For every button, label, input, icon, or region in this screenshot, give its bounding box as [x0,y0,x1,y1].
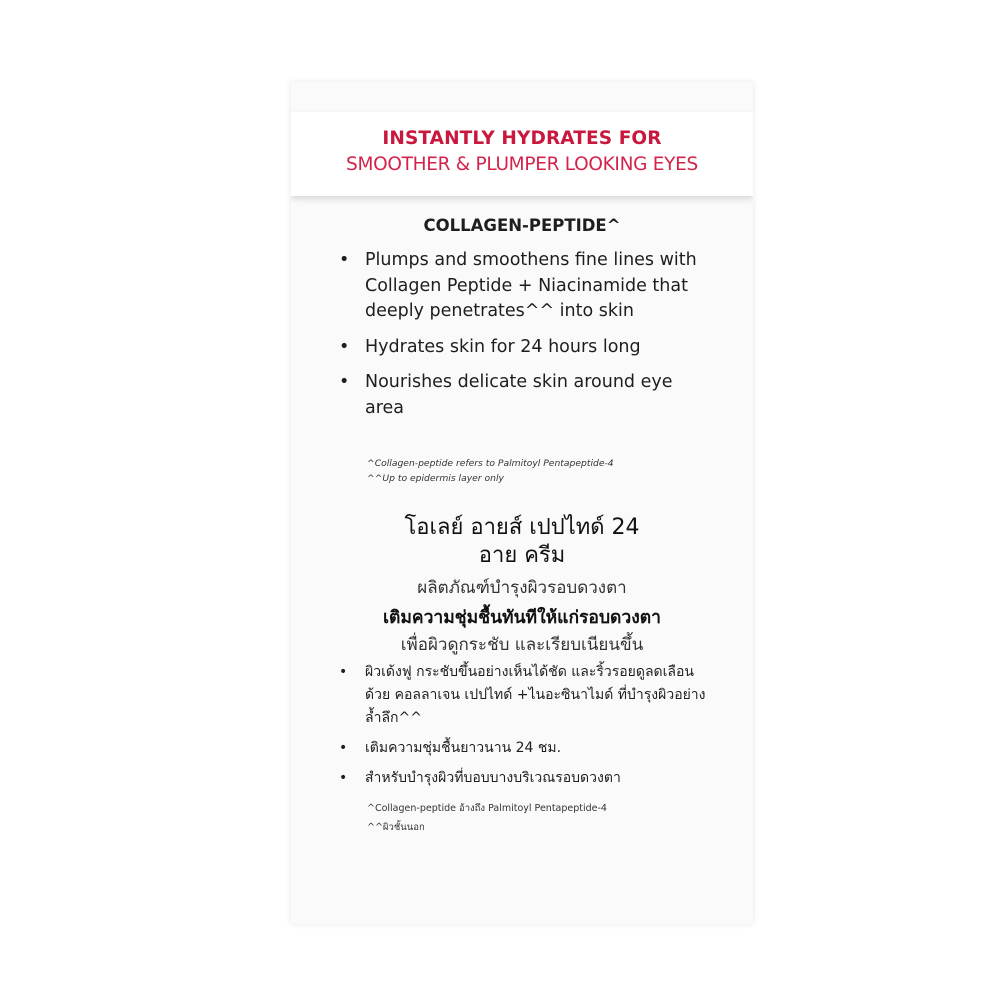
thai-title-line-2: อาย ครีม [478,543,566,568]
footnote: ^Collagen-peptide refers to Palmitoyl Pentapeptide-4 [367,458,614,469]
bullet-icon: • [339,372,350,392]
headline-line-1: INSTANTLY HYDRATES FOR [382,128,662,149]
thai-subtitle-2: เติมความชุ่มชื้นทันทีให้แก่รอบดวงตา [383,608,661,628]
list-item-text: ผิวเด้งฟู กระชับขึ้นอย่างเห็นได้ชัด และริ้วรอยดูลดเลือน ด้วย คอลลาเจน เปปไทด์ +ไนอะซินาไมด์ ที่บำรุงผิวอย่างล้ำลึก^^ [365,664,706,726]
english-benefits-list [335,248,705,431]
list-item [335,767,715,790]
footnote: ^Collagen-peptide อ้างถึง Palmitoyl Pentapeptide-4 [367,803,607,814]
list-item [335,737,715,760]
product-info-card [291,82,753,924]
thai-footnotes [367,799,607,837]
english-footnotes [367,457,614,486]
list-item-text: เติมความชุ่มชื้นยาวนาน 24 ชม. [365,740,562,756]
thai-subtitle-3: เพื่อผิวดูกระชับ และเรียบเนียนขึ้น [400,635,644,655]
list-item-text: สำหรับบำรุงผิวที่บอบบางบริเวณรอบดวงตา [365,770,621,786]
headline-line-2: SMOOTHER & PLUMPER LOOKING EYES [346,154,698,175]
list-item-text: Hydrates skin for 24 hours long [365,336,641,357]
thai-product-title [291,514,753,570]
list-item [335,370,705,421]
bullet-icon: • [339,740,348,756]
bullet-icon: • [339,336,350,357]
list-item [335,335,705,361]
list-item [335,661,715,730]
list-item-text: Nourishes delicate skin around eye area [365,372,673,418]
list-item-text: Plumps and smoothens fine lines with Collagen Peptide + Niacinamide that deeply penetrates^^ into skin [365,250,697,321]
footnote: ^^ผิวชั้นนอก [367,822,425,833]
list-item [335,248,705,325]
english-section-title: COLLAGEN-PEPTIDE^ [423,216,621,235]
thai-subtitle-1: ผลิตภัณฑ์บำรุงผิวรอบดวงตา [417,578,627,598]
bullet-icon: • [339,770,348,786]
headline-banner [291,112,753,196]
thai-title-line-1: โอเลย์ อายส์ เปปไทด์ 24 [404,515,640,540]
thai-benefits-list [335,661,715,797]
bullet-icon: • [339,250,350,270]
footnote: ^^Up to epidermis layer only [367,472,504,484]
bullet-icon: • [339,664,348,680]
